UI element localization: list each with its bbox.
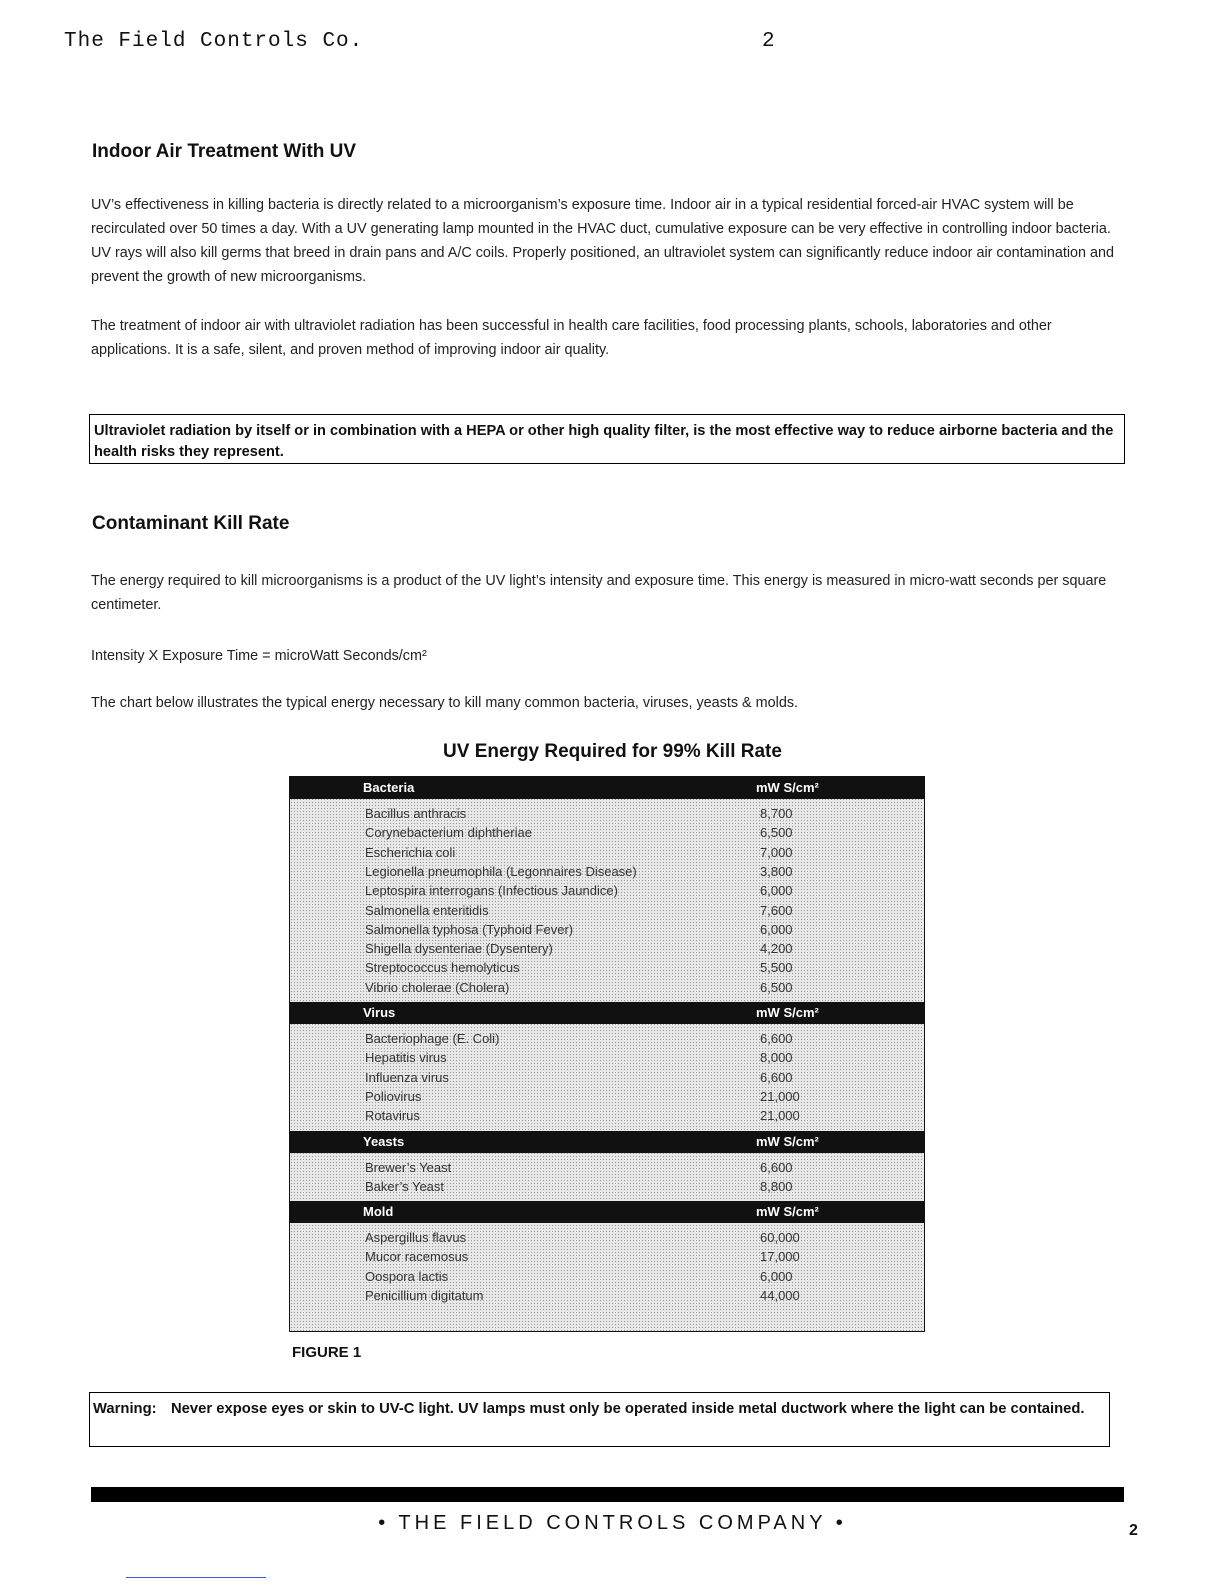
- energy-value: 7,600: [760, 902, 793, 918]
- energy-value: 8,800: [760, 1178, 793, 1194]
- kill-rate-table: [289, 776, 925, 1332]
- organism-name: Salmonella enteritidis: [365, 902, 489, 918]
- energy-value: 3,800: [760, 863, 793, 879]
- energy-value: 8,700: [760, 806, 793, 821]
- header-page-number: 2: [762, 30, 775, 53]
- energy-value: 6,000: [760, 921, 793, 937]
- table-row: [290, 805, 924, 824]
- energy-value: 6,600: [760, 1031, 793, 1046]
- table-row: [290, 1178, 924, 1197]
- company-header: The Field Controls Co.: [64, 30, 364, 53]
- warning-text: Never expose eyes or skin to UV-C light. UV lamps must only be operated inside metal ductwork where the light can be contained.: [171, 1401, 1085, 1417]
- category-name: Bacteria: [363, 780, 415, 795]
- paragraph-chart-intro: The chart below illustrates the typical energy necessary to kill many common bacteria, viruses, yeasts & molds.: [91, 695, 799, 711]
- organism-name: Mucor racemosus: [365, 1249, 469, 1265]
- organism-name: Vibrio cholerae (Cholera): [365, 979, 510, 995]
- figure-label: FIGURE 1: [292, 1344, 362, 1361]
- energy-value: 4,200: [760, 941, 793, 957]
- category-header: [290, 1201, 924, 1223]
- energy-value: 5,500: [760, 960, 793, 976]
- table-row: [290, 1229, 924, 1248]
- footer-company: • THE FIELD CONTROLS COMPANY •: [378, 1512, 847, 1534]
- table-row: [290, 959, 924, 978]
- table-row: [290, 1069, 924, 1088]
- table-row: [290, 844, 924, 863]
- paragraph-uv-effectiveness: UV’s effectiveness in killing bacteria is directly related to a microorganism’s exposure time. Indoor air in a typical residential forced-air HVAC system will be recirculated over 50 times a day. With a UV generating lamp mounted in the HVAC duct, cumulative exposure can be very effective in controlling indoor bacteria. UV rays will also kill germs that breed in drain pans and A/C coils. Properly positioned, an ultraviolet system can significantly reduce indoor air contamination and prevent the growth of new microorganisms.: [91, 197, 1115, 285]
- callout-box: Ultraviolet radiation by itself or in combination with a HEPA or other high quality filter, is the most effective way to reduce airborne bacteria and the health risks they represent.: [89, 414, 1125, 464]
- table-row: [290, 1088, 924, 1107]
- organism-name: Baker’s Yeast: [365, 1178, 445, 1194]
- category-header: [290, 777, 924, 799]
- energy-value: 8,000: [760, 1050, 793, 1066]
- organism-name: Brewer’s Yeast: [365, 1159, 452, 1175]
- organism-name: Legionella pneumophila (Legonnaires Disease): [365, 863, 637, 879]
- section-heading-kill-rate: Contaminant Kill Rate: [92, 513, 290, 534]
- energy-value: 21,000: [760, 1088, 800, 1104]
- footer-rule: [91, 1487, 1124, 1502]
- table-row: [290, 1248, 924, 1267]
- table-title: UV Energy Required for 99% Kill Rate: [443, 741, 782, 762]
- table-row: [290, 979, 924, 998]
- category-name: Yeasts: [363, 1133, 405, 1149]
- organism-name: Bacillus anthracis: [365, 806, 467, 821]
- table-row: [290, 863, 924, 882]
- energy-value: 6,500: [760, 825, 793, 841]
- organism-name: Hepatitis virus: [365, 1050, 447, 1066]
- organism-name: Escherichia coli: [365, 844, 456, 860]
- energy-value: 60,000: [760, 1230, 800, 1246]
- organism-name: Oospora lactis: [365, 1268, 449, 1284]
- paragraph-energy: The energy required to kill microorganisms is a product of the UV light’s intensity and exposure time. This energy is measured in micro-watt seconds per square centimeter.: [91, 573, 1107, 613]
- organism-name: Bacteriophage (E. Coli): [365, 1031, 500, 1046]
- table-row: [290, 902, 924, 921]
- energy-value: 44,000: [760, 1288, 800, 1303]
- energy-value: 6,000: [760, 883, 793, 899]
- table-row: [290, 1030, 924, 1049]
- table-row: [290, 1107, 924, 1126]
- category-unit: mW S/cm²: [756, 1005, 819, 1020]
- organism-name: Corynebacterium diphtheriae: [365, 825, 532, 841]
- table-row: [290, 940, 924, 959]
- organism-name: Aspergillus flavus: [365, 1230, 467, 1246]
- footer-page-number: 2: [1129, 1522, 1138, 1539]
- table-row: [290, 1287, 924, 1306]
- category-name: Virus: [363, 1005, 396, 1020]
- page-link-underline[interactable]: [126, 1577, 266, 1578]
- table-row: [290, 824, 924, 843]
- warning-label: Warning:: [93, 1401, 157, 1417]
- table-row: [290, 921, 924, 940]
- organism-name: Salmonella typhosa (Typhoid Fever): [365, 921, 574, 937]
- table-row: [290, 1159, 924, 1178]
- organism-name: Rotavirus: [365, 1108, 420, 1124]
- energy-value: 6,600: [760, 1069, 793, 1085]
- energy-value: 17,000: [760, 1249, 800, 1265]
- organism-name: Leptospira interrogans (Infectious Jaundice): [365, 883, 618, 899]
- formula-line: Intensity X Exposure Time = microWatt Seconds/cm²: [91, 648, 427, 664]
- section-heading-uv: Indoor Air Treatment With UV: [92, 141, 357, 162]
- table-row: [290, 1049, 924, 1068]
- category-name: Mold: [363, 1204, 394, 1220]
- organism-name: Shigella dysenteriae (Dysentery): [365, 941, 553, 957]
- category-unit: mW S/cm²: [756, 780, 819, 795]
- energy-value: 7,000: [760, 844, 793, 860]
- category-unit: mW S/cm²: [756, 1204, 819, 1220]
- category-unit: mW S/cm²: [756, 1133, 819, 1149]
- energy-value: 6,600: [760, 1159, 793, 1175]
- organism-name: Poliovirus: [365, 1088, 422, 1104]
- category-header: [290, 1131, 924, 1153]
- energy-value: 6,000: [760, 1268, 793, 1284]
- paragraph-uv-treatment: The treatment of indoor air with ultraviolet radiation has been successful in health care facilities, food processing plants, schools, laboratories and other applications. It is a safe, silent, and proven method of improving indoor air quality.: [91, 318, 1052, 358]
- organism-name: Streptococcus hemolyticus: [365, 960, 520, 976]
- organism-name: Penicillium digitatum: [365, 1288, 484, 1303]
- table-row: [290, 882, 924, 901]
- table-row: [290, 1268, 924, 1287]
- organism-name: Influenza virus: [365, 1069, 449, 1085]
- energy-value: 21,000: [760, 1108, 800, 1124]
- energy-value: 6,500: [760, 979, 793, 995]
- warning-box: [89, 1392, 1110, 1447]
- category-header: [290, 1002, 924, 1024]
